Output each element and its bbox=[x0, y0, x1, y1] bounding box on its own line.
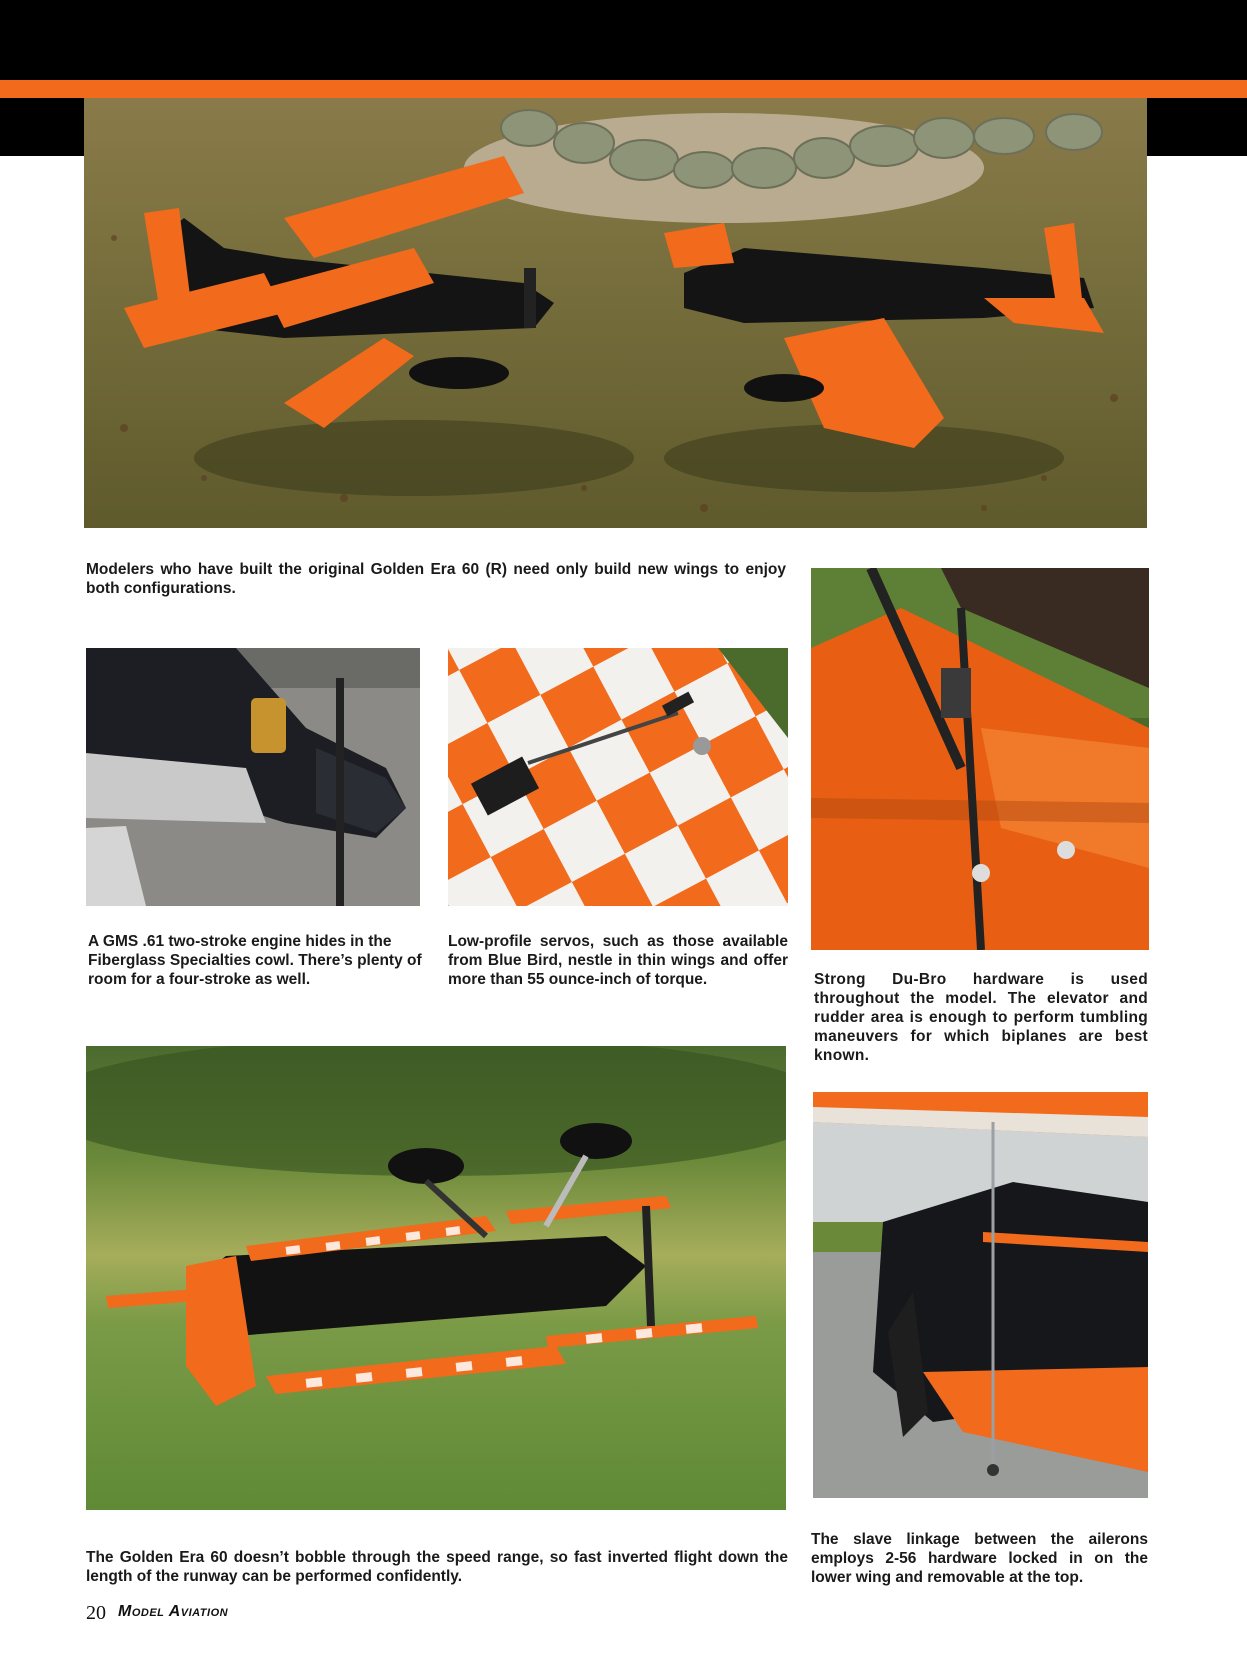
caption-top: Modelers who have built the original Golden Era 60 (R) need only build new wings to enjoy both configurations. bbox=[86, 561, 786, 597]
photo-slave-linkage bbox=[813, 1092, 1148, 1498]
magazine-name: Model Aviation bbox=[118, 1603, 229, 1620]
photo-engine-cowl bbox=[86, 648, 420, 906]
header-black-bar bbox=[0, 0, 1247, 80]
caption-flight: The Golden Era 60 doesn’t bobble through the speed range, so fast inverted flight down the length of the runway can be performed confidently. bbox=[86, 1549, 788, 1585]
photo-dubro-hardware bbox=[811, 568, 1149, 950]
caption-hardware: Strong Du-Bro hardware is used throughout the model. The elevator and rudder area is enough to perform tumbling maneuvers for which biplanes are best known. bbox=[814, 971, 1148, 1064]
photo-servo bbox=[448, 648, 788, 906]
page-number: 20 bbox=[86, 1602, 106, 1624]
caption-servo: Low-profile servos, such as those available from Blue Bird, nestle in thin wings and offer more than 55 ounce-inch of torque. bbox=[448, 933, 788, 988]
caption-engine: A GMS .61 two-stroke engine hides in the Fiberglass Specialties cowl. There’s plenty of room for a four-stroke as well. bbox=[88, 933, 422, 988]
photo-two-biplanes bbox=[84, 98, 1147, 528]
header-orange-rule bbox=[0, 80, 1247, 98]
header-black-left bbox=[0, 98, 84, 156]
caption-linkage: The slave linkage between the ailerons employs 2-56 hardware locked in on the lower wing and removable at the top. bbox=[811, 1531, 1148, 1586]
photo-inverted-flight bbox=[86, 1046, 786, 1510]
header-black-right bbox=[1147, 98, 1247, 156]
